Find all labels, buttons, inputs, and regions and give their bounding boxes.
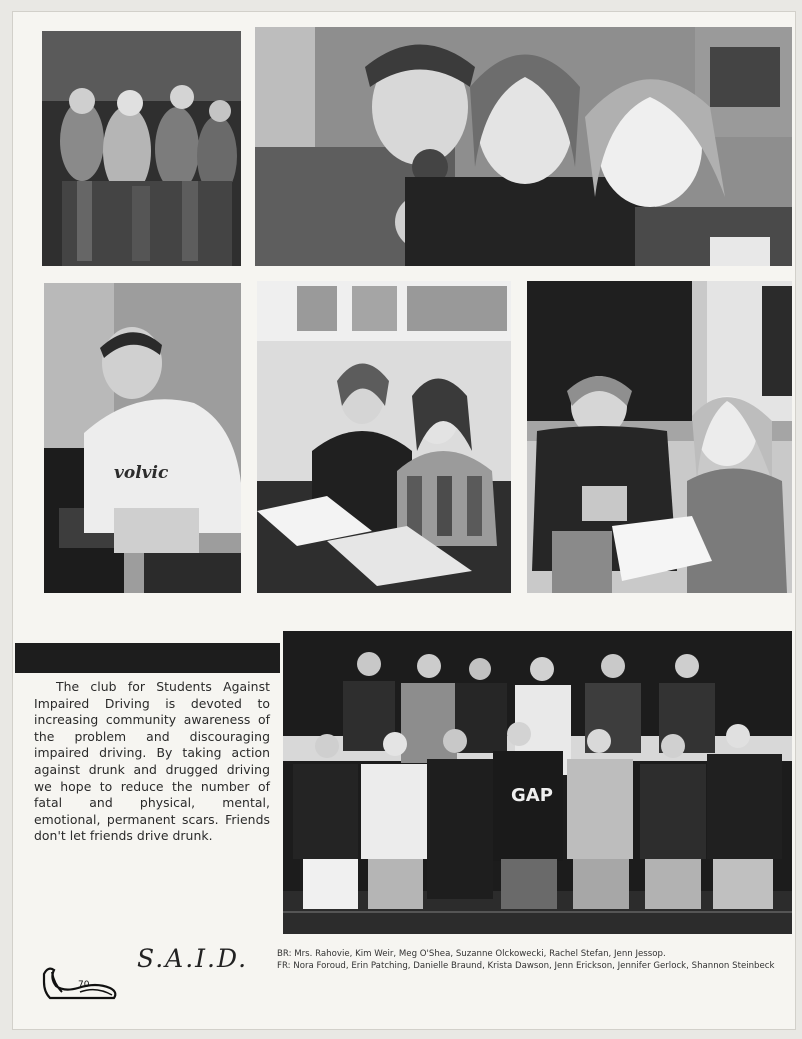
- article-body: The club for Students Against Impaired Driving is devoted to increasing community awareness of the problem and discouraging impaired driving. By taking action against drunk and drugged driving we hope to reduce the number of fatal and physical, mental, emotional, permanent scars. Friends don't let friends drive drunk.: [34, 679, 270, 844]
- caption-front-row: FR: Nora Foroud, Erin Patching, Danielle Braund, Krista Dawson, Jenn Erickson, Jennifer Gerlock, Shannon Steinbeck: [277, 961, 775, 971]
- photo-window-duo: [257, 281, 511, 593]
- section-bar: [15, 643, 280, 673]
- photo-group-outdoors: [42, 31, 241, 266]
- club-title: S.A.I.D.: [137, 944, 249, 973]
- photo-said-group: [283, 631, 792, 934]
- volvic-shirt-text: volvic: [114, 463, 169, 483]
- photo-apple-trio: [255, 27, 792, 266]
- photo-caption: [277, 948, 777, 972]
- gap-sweatshirt-text: GAP: [511, 785, 553, 806]
- photo-volvic-student: [44, 283, 241, 593]
- caption-back-row: BR: Mrs. Rahovie, Kim Weir, Meg O'Shea, Suzanne Olckowecki, Rachel Stefan, Jenn Jessop.: [277, 949, 666, 959]
- photo-covering-ears: [527, 281, 792, 593]
- page-number: 70: [78, 980, 90, 990]
